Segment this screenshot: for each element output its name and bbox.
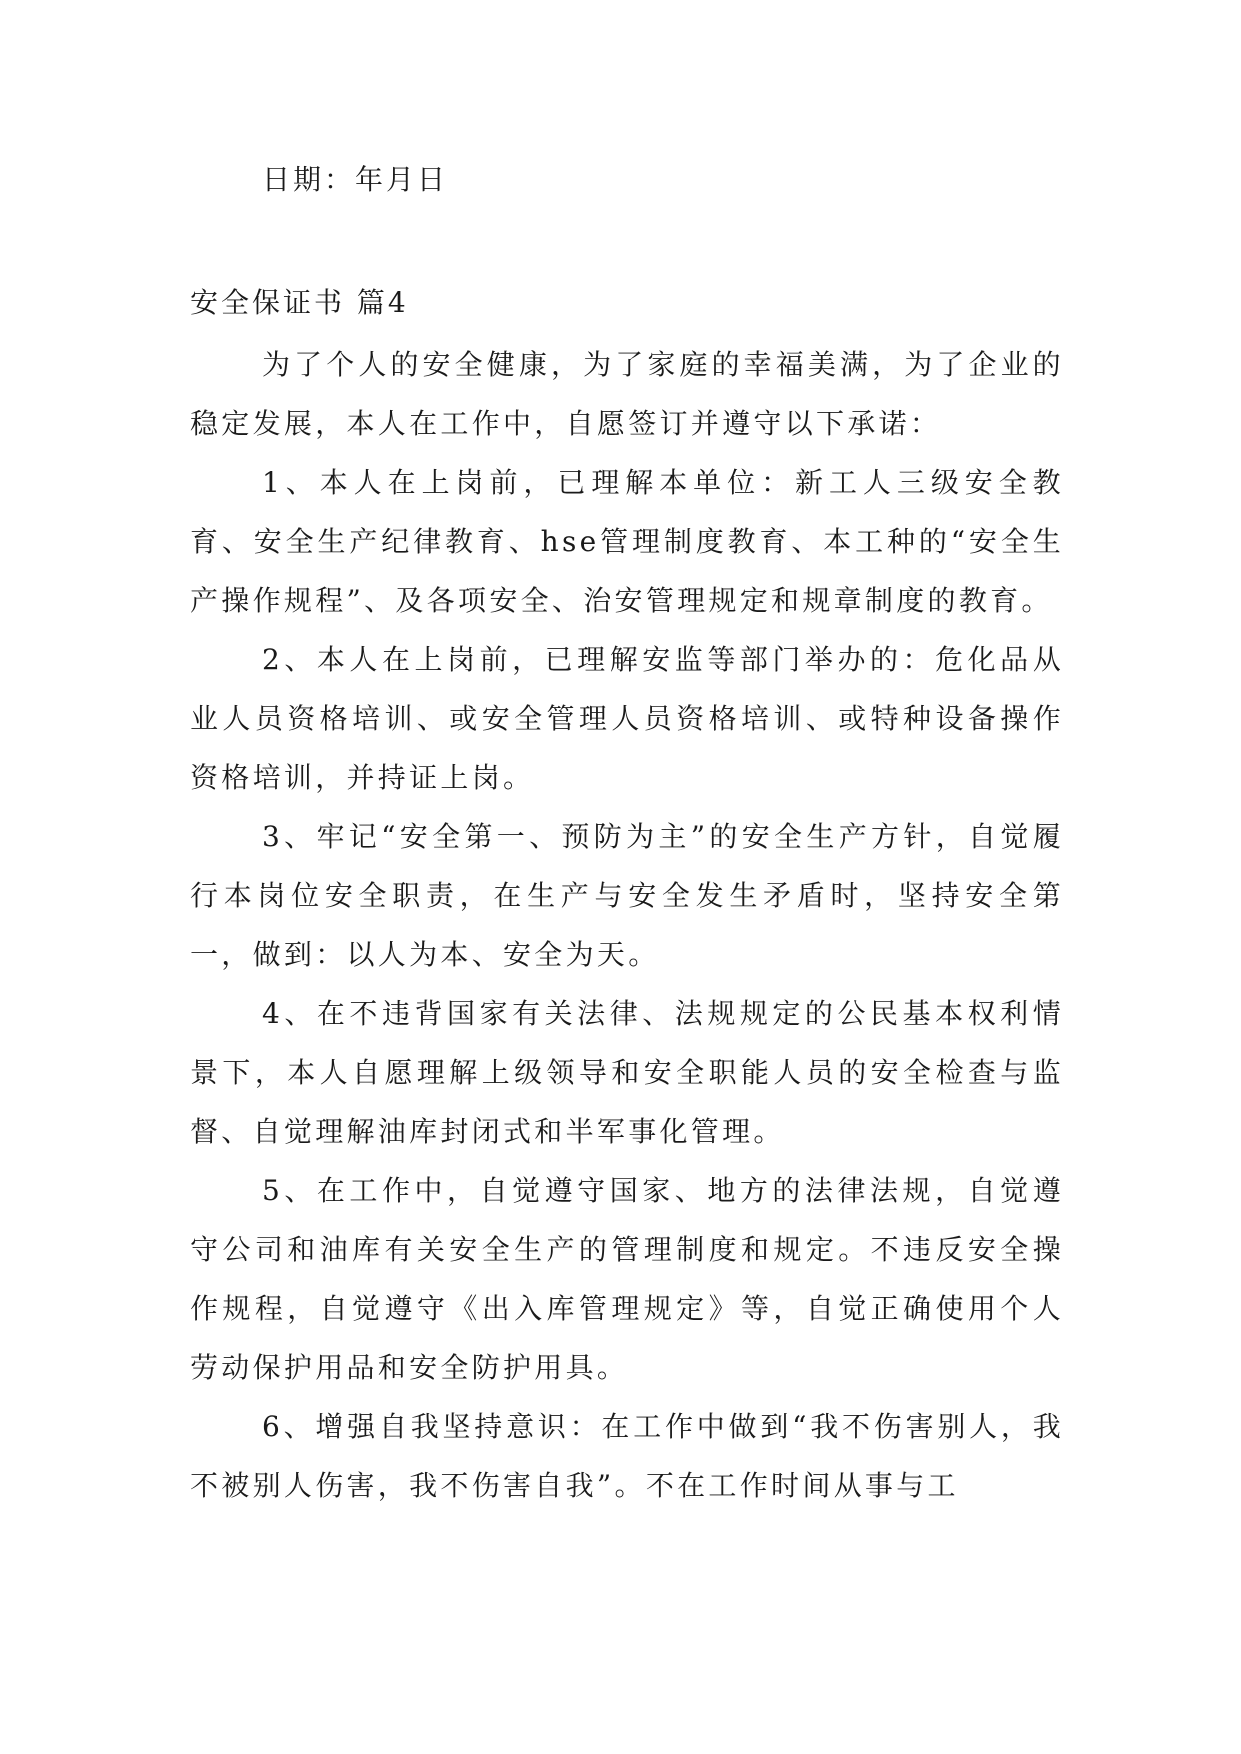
clause-6-paragraph: 6、增强自我坚持意识：在工作中做到“我不伤害别人，我不被别人伤害，我不伤害自我”。不在工作时间从事与工 — [190, 1410, 1064, 1502]
clause-4-paragraph: 4、在不违背国家有关法律、法规规定的公民基本权利情景下，本人自愿理解上级领导和安全职能人员的安全检查与监督、自觉理解油库封闭式和半军事化管理。 — [190, 997, 1064, 1148]
clause-1-paragraph: 1、本人在上岗前，已理解本单位：新工人三级安全教育、安全生产纪律教育、hse管理制度教育、本工种的“安全生产操作规程”、及各项安全、治安管理规定和规章制度的教育。 — [190, 466, 1064, 617]
document-body — [190, 335, 1064, 1515]
section-title: 安全保证书 篇4 — [190, 286, 409, 319]
intro-paragraph: 为了个人的安全健康，为了家庭的幸福美满，为了企业的稳定发展，本人在工作中，自愿签订并遵守以下承诺： — [190, 348, 1064, 440]
clause-3-paragraph: 3、牢记“安全第一、预防为主”的安全生产方针，自觉履行本岗位安全职责，在生产与安全发生矛盾时，坚持安全第一，做到：以人为本、安全为天。 — [190, 820, 1064, 971]
date-line: 日期：年月日 — [262, 163, 449, 196]
clause-2-paragraph: 2、本人在上岗前，已理解安监等部门举办的：危化品从业人员资格培训、或安全管理人员资格培训、或特种设备操作资格培训，并持证上岗。 — [190, 643, 1064, 794]
clause-5-paragraph: 5、在工作中，自觉遵守国家、地方的法律法规，自觉遵守公司和油库有关安全生产的管理制度和规定。不违反安全操作规程，自觉遵守《出入库管理规定》等，自觉正确使用个人劳动保护用品和安全防护用具。 — [190, 1174, 1064, 1384]
